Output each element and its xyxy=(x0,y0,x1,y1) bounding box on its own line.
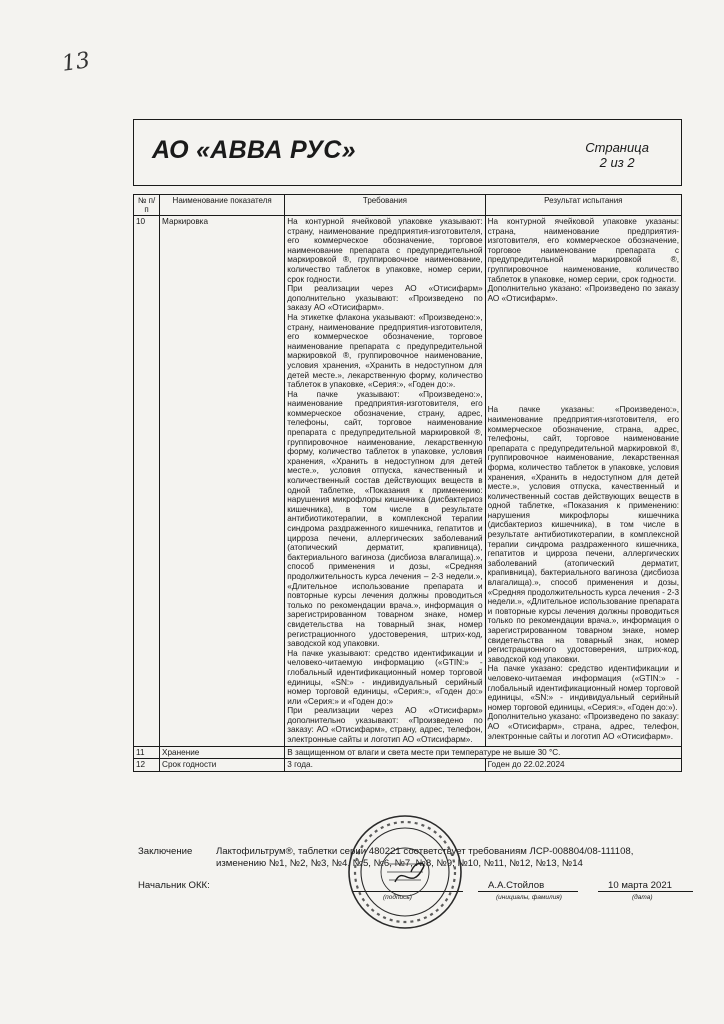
row-requirement: 3 года. xyxy=(285,759,485,772)
row-number: 10 xyxy=(134,216,160,747)
signer-name: А.А.Стойлов xyxy=(488,880,545,891)
row-result: Годен до 22.02.2024 xyxy=(485,759,681,772)
page-number: 2 из 2 xyxy=(599,155,635,170)
date-caption: (дата) xyxy=(632,894,653,901)
name-caption: (инициалы, фамилия) xyxy=(496,894,562,901)
requirement-paragraph: На этикетке флакона указывают: «Произведено:», страну, наименование предприятия-изготовителя, его коммерческое обозначение, торговое наименование препарата с предупредительной маркировкой ®, группировочное наименование, условия хранения, «Хранить в недоступном для детей месте.», лекарственную форму, количество таблеток в упаковке, «Серия:», «Годен до:». xyxy=(287,312,483,390)
signature-date: 10 марта 2021 xyxy=(608,880,673,891)
company-name: АО «АВВА РУС» xyxy=(152,136,356,164)
row-result xyxy=(485,216,681,747)
result-paragraph: На пачке указаны: «Произведено:», наименование предприятия-изготовителя, его коммерческое обозначение, страна, адрес, телефоны, сайт, торговое наименование препарата с предупредительной маркировкой ®, группировочное наименование, лекарственная форма, количество таблеток в упаковке, условия хранения, «Хранить в недоступном для детей месте.», условия отпуска, качественный и количественный состав действующих веществ в одной таблетке, «Показания к применению: нарушения микрофлоры кишечника (дисбактериоз кишечника), в том числе в результате антибиотикотерапии, в комплексной терапии синдрома раздраженного кишечника, гепатитов и цирроза печени, аллергических заболеваний (атопический дерматит, крапивница), бактериального вагиноза (дисбиоза влагалища).», способ применения и дозы, «Средняя продолжительность курса лечения - 2-3 недели.», «Длительное использование препарата и повторные курсы лечения должны проводиться только по рекомендации врача.», информация о зарегистрированном товарном знаке, номер свидетельства на товарный знак, номер регистрационного удостоверения, штрих-код, заводской код упаковки. xyxy=(487,405,679,664)
row-merged-value: В защищенном от влаги и света месте при температуре не выше 30 °С. xyxy=(285,746,682,759)
row-indicator: Срок годности xyxy=(160,759,285,772)
date-line xyxy=(598,891,693,892)
table-row xyxy=(134,746,682,759)
row-indicator: Маркировка xyxy=(160,216,285,747)
row-requirement xyxy=(285,216,485,747)
table-row xyxy=(134,759,682,772)
spacer xyxy=(488,303,679,405)
requirement-paragraph: При реализации через АО «Отисифарм» дополнительно указывают: «Произведено по заказу АО «Отисифарм». xyxy=(287,284,483,313)
handwritten-page-mark: 13 xyxy=(60,48,92,77)
requirement-paragraph: На контурной ячейковой упаковке указывают: страну, наименование предприятия-изготовителя, его коммерческое обозначение, торговое наименование препарата с предупредительной маркировкой ®, группировочное наименование, количество таблеток в упаковке, номер серии, срок годности. xyxy=(287,217,483,284)
result-paragraph: На пачке указано: средство идентификации и человеко-читаемая информация («GTIN:» - глобальный идентификационный номер торговой единицы, «SN:» - индивидуальный серийный номер торговой единицы, «Серия:», «Годен до:»). xyxy=(487,664,679,712)
result-paragraph: Дополнительно указано: «Произведено по заказу АО «Отисифарм». xyxy=(487,284,679,303)
page-label: Страница xyxy=(585,140,649,155)
col-header-num: № п/п xyxy=(134,195,160,216)
document-header xyxy=(133,119,682,186)
requirement-paragraph: На пачке указывают: «Произведено:», наименование предприятия-изготовителя, его коммерческое обозначение, страну, адрес, телефоны, сайт, торговое наименование препарата с предупредительной маркировкой ®, группировочное наименование, лекарственную форму, количество таблеток в упаковке, условия хранения, «Хранить в недоступном для детей месте.», условия отпуска, качественный и количественный состав действующих веществ в одной таблетке, «Показания к применению: нарушения микрофлоры кишечника (дисбактериоз кишечника), в том числе в результате антибиотикотерапии, в комплексной терапии синдрома раздраженного кишечника, гепатитов и цирроза печени, аллергических заболеваний (атопический дерматит, крапивница), бактериального вагиноза (дисбиоза влагалища).», способ применения и дозы, «Средняя продолжительность курса лечения – 2-3 недели.», «Длительное использование препарата и повторные курсы лечения должны проводиться только по рекомендации врача.», информация о зарегистрированном товарном знаке, номер свидетельства на товарный знак, номер регистрационного удостоверения, штрих-код, заводской код упаковки. xyxy=(287,389,483,649)
page-indicator xyxy=(585,140,649,170)
row-indicator: Хранение xyxy=(160,746,285,759)
col-header-requirement: Требования xyxy=(285,195,485,216)
col-header-result: Результат испытания xyxy=(485,195,681,216)
conclusion-text: Лактофильтрум®, таблетки серии 480221 соответствует требованиям ЛСР-008804/08-111108, изменению №1, №2, №3, №4, №5, №6, №7, №8, №9, №10, №11, №12, №13, №14 xyxy=(216,846,634,869)
col-header-indicator: Наименование показателя xyxy=(160,195,285,216)
name-line xyxy=(478,891,578,892)
requirement-paragraph: При реализации через АО «Отисифарм» дополнительно указывают: «Произведено по заказу: АО «Отисифарм», страну, адрес, телефон, электронные сайты и логотип АО «Отисифарм». xyxy=(287,706,483,745)
round-stamp-icon xyxy=(345,812,465,932)
requirement-paragraph: На пачке указывают: средство идентификации и человеко-читаемую информацию («GTIN:» - глобальный идентификационный номер торговой единицы, «SN:» - индивидуальный серийный номер торговой единицы, «Серия:», «Годен до:» или «Серия:» и «Годен до:» xyxy=(287,648,483,706)
row-number: 12 xyxy=(134,759,160,772)
signer-role: Начальник ОКК: xyxy=(138,880,210,891)
table-row xyxy=(134,216,682,747)
conclusion-label: Заключение xyxy=(138,846,193,857)
result-paragraph: Дополнительно указано: «Произведено по заказу: АО «Отисифарм», страна, адрес, телефон, электронные сайты и логотип АО «Отисифарм». xyxy=(487,712,679,741)
signature-caption: (подпись) xyxy=(383,894,412,901)
row-number: 11 xyxy=(134,746,160,759)
table-header-row xyxy=(134,195,682,216)
result-paragraph: На контурной ячейковой упаковке указаны: страна, наименование предприятия-изготовителя, его коммерческое обозначение, торговое наименование препарата с предупредительной маркировкой ®, группировочное наименование, количество таблеток в упаковке, номер серии, срок годности. xyxy=(487,217,679,284)
test-results-table xyxy=(133,194,682,772)
